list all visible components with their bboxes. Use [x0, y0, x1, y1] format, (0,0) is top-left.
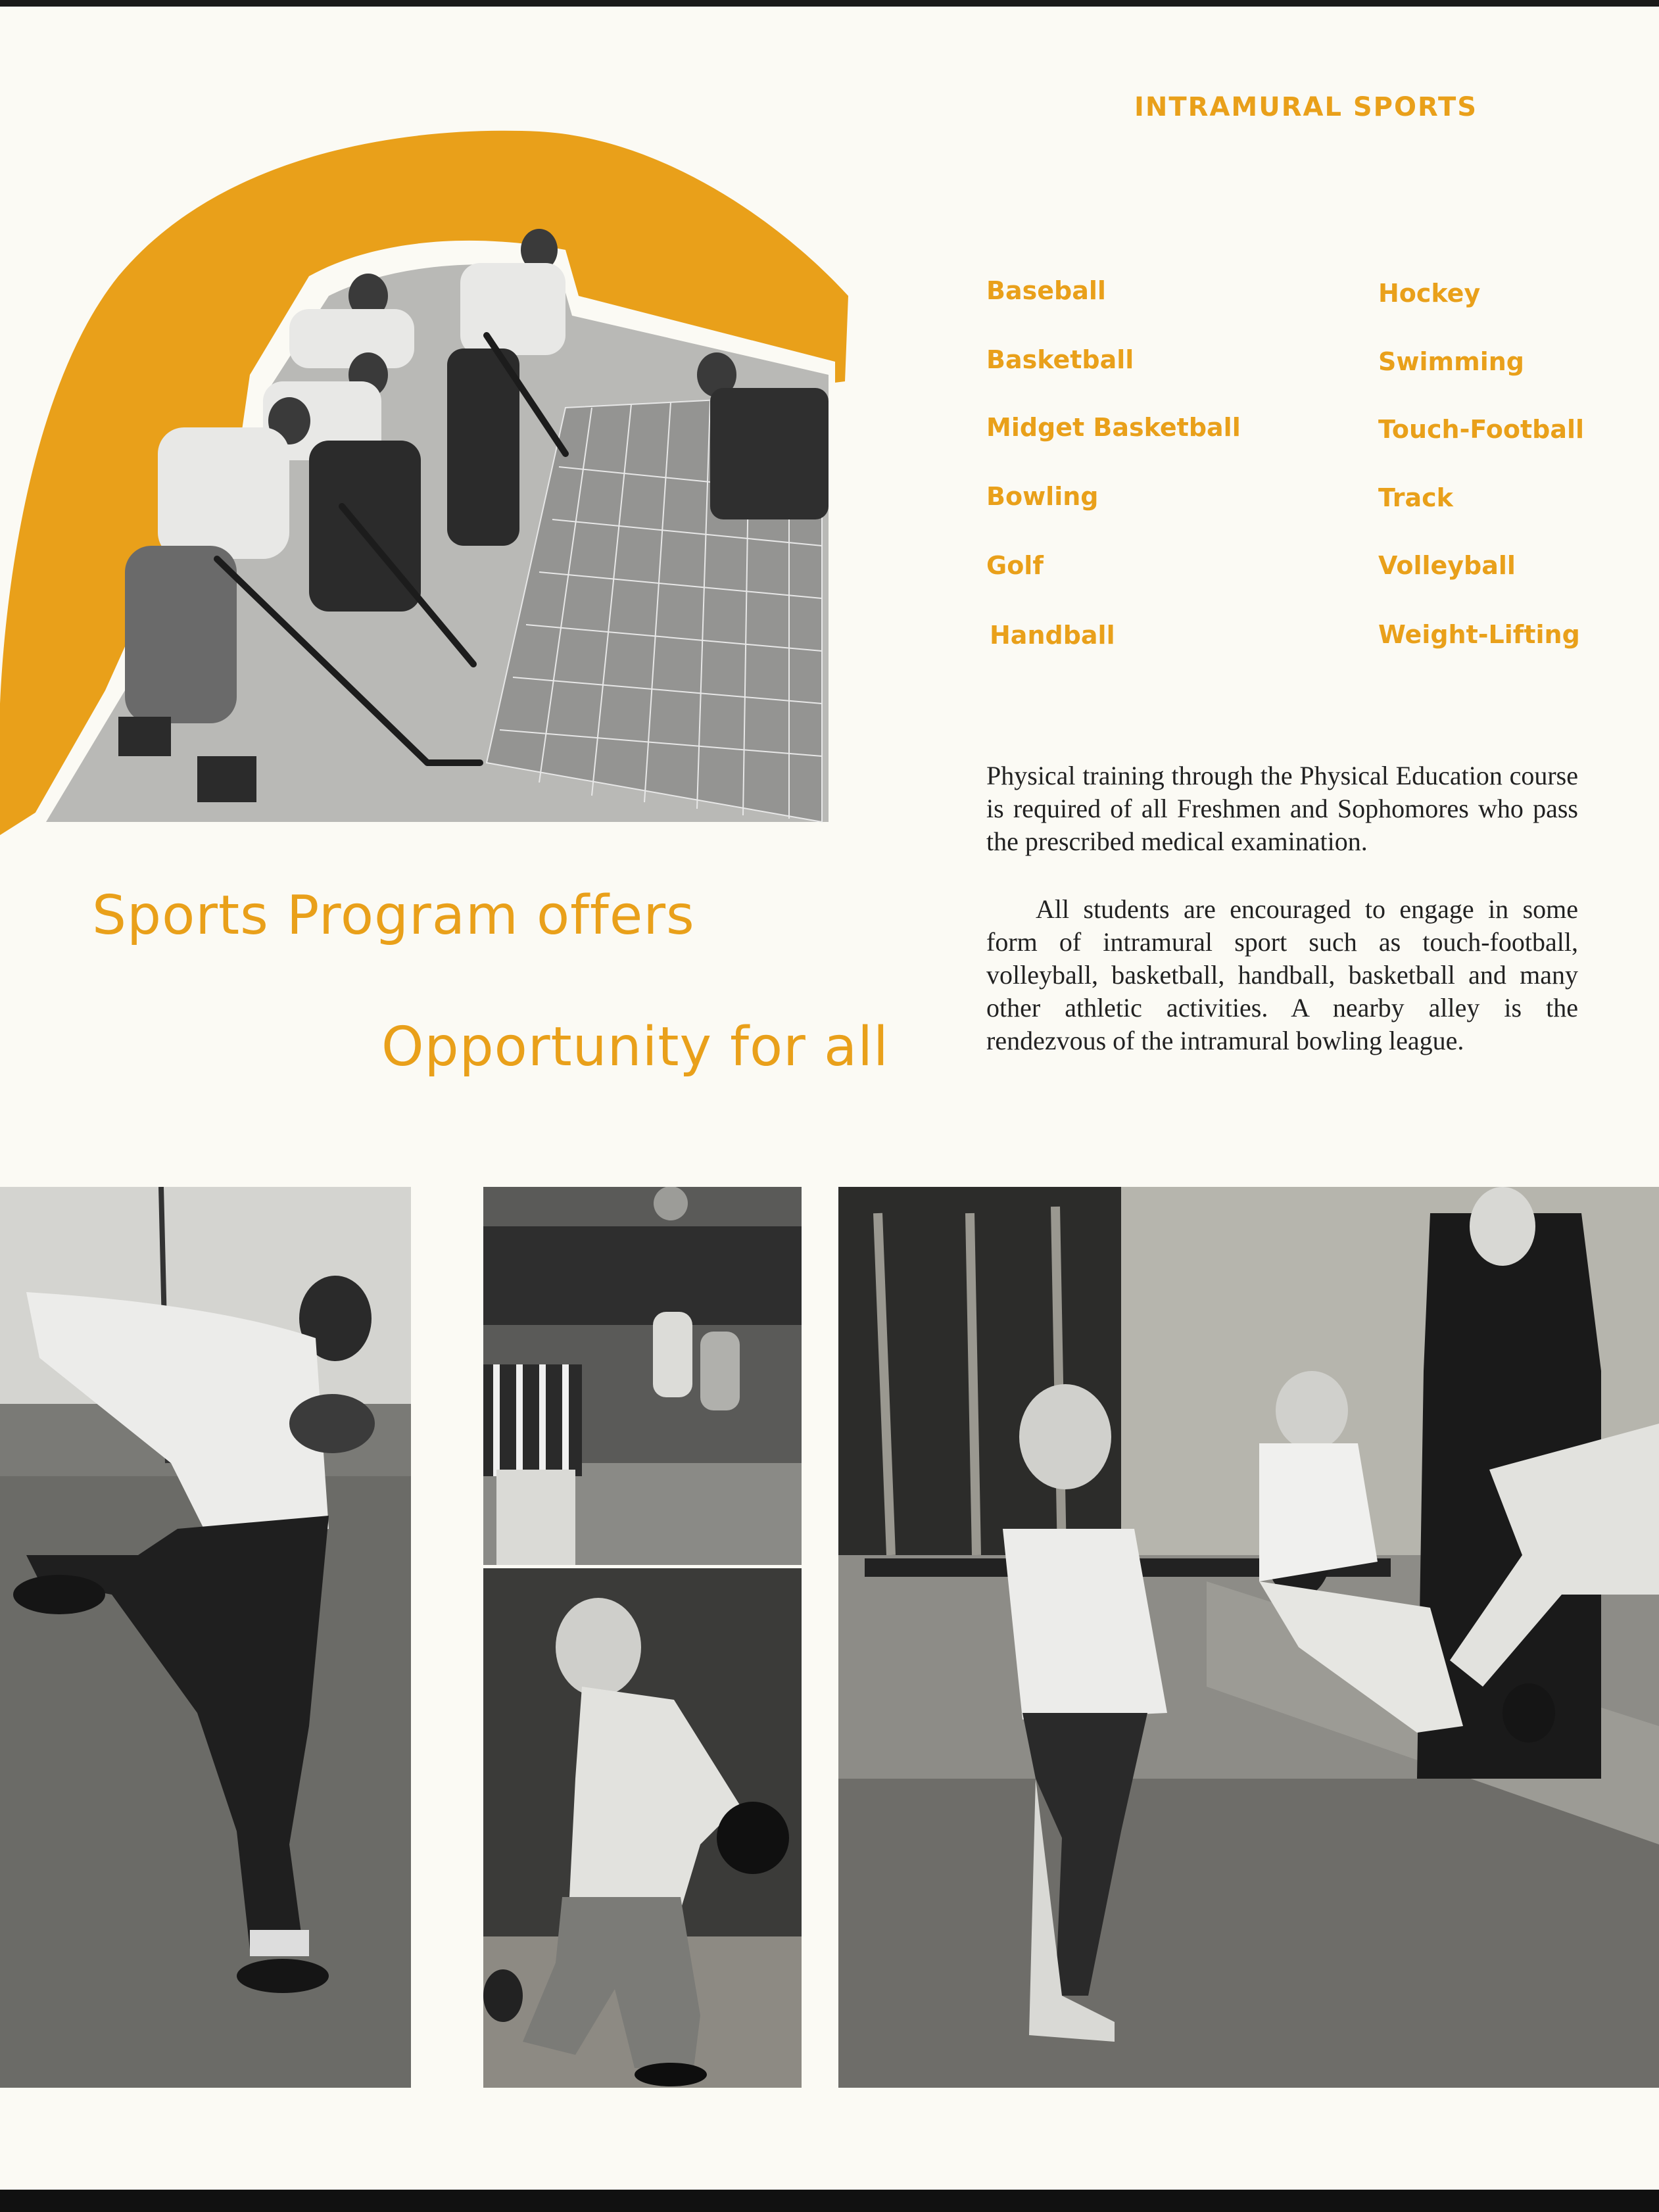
sport-item-hockey: Hockey — [1378, 279, 1481, 308]
headline-line-2: Opportunity for all — [381, 1016, 889, 1078]
hockey-photo-splash — [0, 99, 855, 842]
sport-item-track: Track — [1378, 483, 1453, 512]
football-player-image — [0, 1187, 411, 2088]
body-paragraph-1: Physical training through the Physical Education course is required of all Freshmen and Sophomores who pass the prescribed medical examination. — [986, 761, 1578, 856]
sport-item-baseball: Baseball — [986, 276, 1106, 305]
section-heading: INTRAMURAL SPORTS — [1134, 92, 1478, 122]
sport-item-volleyball: Volleyball — [1378, 551, 1516, 580]
bowling-photo — [483, 1568, 802, 2088]
bowling-image — [483, 1568, 802, 2088]
weightlifting-locker-room-image — [838, 1187, 1659, 2088]
sport-item-touch-football: Touch-Football — [1378, 415, 1585, 444]
sport-item-midget-basketball: Midget Basketball — [986, 413, 1241, 442]
body-paragraph-2: All students are encouraged to engage in some form of intramural sport such as touch-football, volleyball, basketball, handball, basketball and many other athletic activities. A nearby alley is the rendezvous of the intramural bowling league. — [986, 894, 1578, 1055]
sport-item-basketball: Basketball — [986, 345, 1134, 374]
sport-item-golf: Golf — [986, 551, 1044, 580]
sport-item-weight-lifting: Weight-Lifting — [1378, 620, 1580, 649]
sport-item-swimming: Swimming — [1378, 347, 1524, 376]
sport-item-handball: Handball — [990, 621, 1115, 650]
football-photo — [0, 1187, 411, 2088]
basketball-game-image — [483, 1187, 802, 1565]
hockey-photo — [0, 99, 855, 842]
page-top-edge — [0, 0, 1659, 7]
sport-item-bowling: Bowling — [986, 482, 1099, 511]
page-bottom-edge — [0, 2190, 1659, 2212]
headline-line-1: Sports Program offers — [92, 884, 695, 947]
basketball-photo — [483, 1187, 802, 1565]
weightlifting-photo — [838, 1187, 1659, 2088]
